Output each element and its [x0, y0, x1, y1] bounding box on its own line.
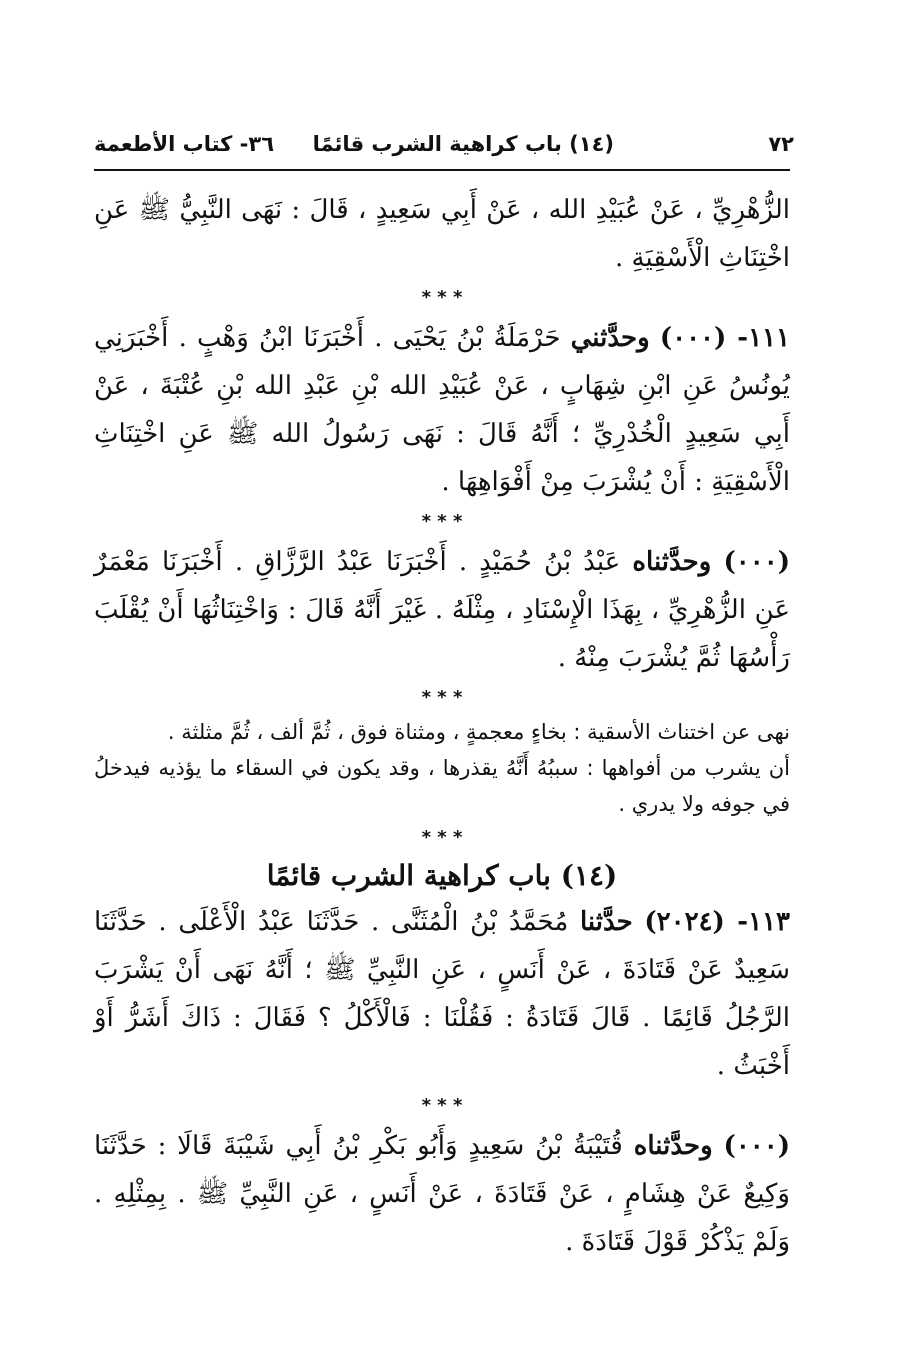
running-header [94, 132, 794, 166]
header-chapter-title: (١٤) باب كراهية الشرب قائمًا [312, 132, 614, 156]
separator: * * * [421, 1095, 463, 1116]
hadith-lead: حدَّثنا [579, 907, 633, 937]
header-book-title: ٣٦- كتاب الأطعمة [94, 132, 275, 156]
hadith-number: (٠٠٠) [723, 1131, 791, 1161]
note-line: أن يشرب من أفواهها : سببُهُ أَنَّهُ يقذرها ، وقد يكون في السقاء ما يؤذيه فيدخلُ في جوفه ولا يدري . [94, 756, 790, 816]
hadith-variant [94, 1122, 790, 1266]
hadith-lead: وحدَّثناه [633, 1131, 713, 1161]
chapter-heading: (١٤) باب كراهية الشرب قائمًا [266, 859, 618, 892]
page-body [94, 186, 790, 1266]
separator: * * * [421, 687, 463, 708]
hadith-number: ١١١- (٠٠٠) [659, 323, 790, 353]
separator: * * * [421, 511, 463, 532]
hadith-number: ١١٣- (٢٠٢٤) [644, 907, 790, 937]
hadith-lead: وحدَّثني [570, 323, 650, 353]
hadith-113 [94, 898, 790, 1090]
separator: * * * [421, 827, 463, 848]
hadith-variant [94, 538, 790, 682]
commentary-notes [94, 714, 790, 822]
note-line: نهى عن اختناث الأسقية : بخاءٍ معجمةٍ ، ومثناة فوق ، ثُمَّ ألف ، ثُمَّ مثلثة . [167, 720, 790, 744]
hadith-text: مُحَمَّدُ بْنُ الْمُثَنَّى . حَدَّثَنَا عَبْدُ الْأَعْلَى . حَدَّثَنَا سَعِيدٌ عَنْ قَتَادَةَ ، عَنْ أَنَسٍ ، عَنِ النَّبِيِّ ﷺ ؛ أَنَّهُ نَهَى أَنْ يَشْرَبَ الرَّجُلُ قَائِمًا . قَالَ قَتَادَةُ : فَقُلْنَا : فَالْأَكْلُ ؟ فَقَالَ : ذَاكَ أَشَرُّ أَوْ أَخْبَثُ . [94, 907, 790, 1081]
hadith-continuation: الزُّهْرِيِّ ، عَنْ عُبَيْدِ الله ، عَنْ أَبِي سَعِيدٍ ، قَالَ : نَهَى النَّبِيُّ ﷺ عَنِ اخْتِنَاثِ الْأَسْقِيَةِ . [94, 195, 790, 273]
hadith-lead: وحدَّثناه [632, 547, 712, 577]
hadith-text: حَرْمَلَةُ بْنُ يَحْيَى . أَخْبَرَنَا ابْنُ وَهْبٍ . أَخْبَرَنِي يُونُسُ عَنِ ابْنِ شِهَابٍ ، عَنْ عُبَيْدِ الله بْنِ عَبْدِ الله بْنِ عُتْبَةَ ، عَنْ أَبِي سَعِيدٍ الْخُدْرِيِّ ؛ أَنَّهُ قَالَ : نَهَى رَسُولُ الله ﷺ عَنِ اخْتِنَاثِ الْأَسْقِيَةِ : أَنْ يُشْرَبَ مِنْ أَفْوَاهِهَا . [94, 323, 790, 497]
hadith-text: عَبْدُ بْنُ حُمَيْدٍ . أَخْبَرَنَا عَبْدُ الرَّزَّاقِ . أَخْبَرَنَا مَعْمَرٌ عَنِ الزُّهْرِيِّ ، بِهَذَا الْإِسْنَادِ ، مِثْلَهُ . غَيْرَ أَنَّهُ قَالَ : وَاخْتِنَاثُهَا أَنْ يُقْلَبَ رَأْسُهَا ثُمَّ يُشْرَبَ مِنْهُ . [94, 547, 790, 673]
hadith-111 [94, 314, 790, 506]
hadith-text: قُتَيْبَةُ بْنُ سَعِيدٍ وَأَبُو بَكْرِ بْنُ أَبِي شَيْبَةَ قَالَا : حَدَّثَنَا وَكِيعٌ عَنْ هِشَامٍ ، عَنْ قَتَادَةَ ، عَنْ أَنَسٍ ، عَنِ النَّبِيِّ ﷺ . بِمِثْلِهِ . وَلَمْ يَذْكُرْ قَوْلَ قَتَادَةَ . [94, 1131, 790, 1257]
separator: * * * [421, 287, 463, 308]
hadith-number: (٠٠٠) [723, 547, 791, 577]
page-number: ٧٢ [768, 132, 794, 156]
header-rule [94, 169, 790, 171]
